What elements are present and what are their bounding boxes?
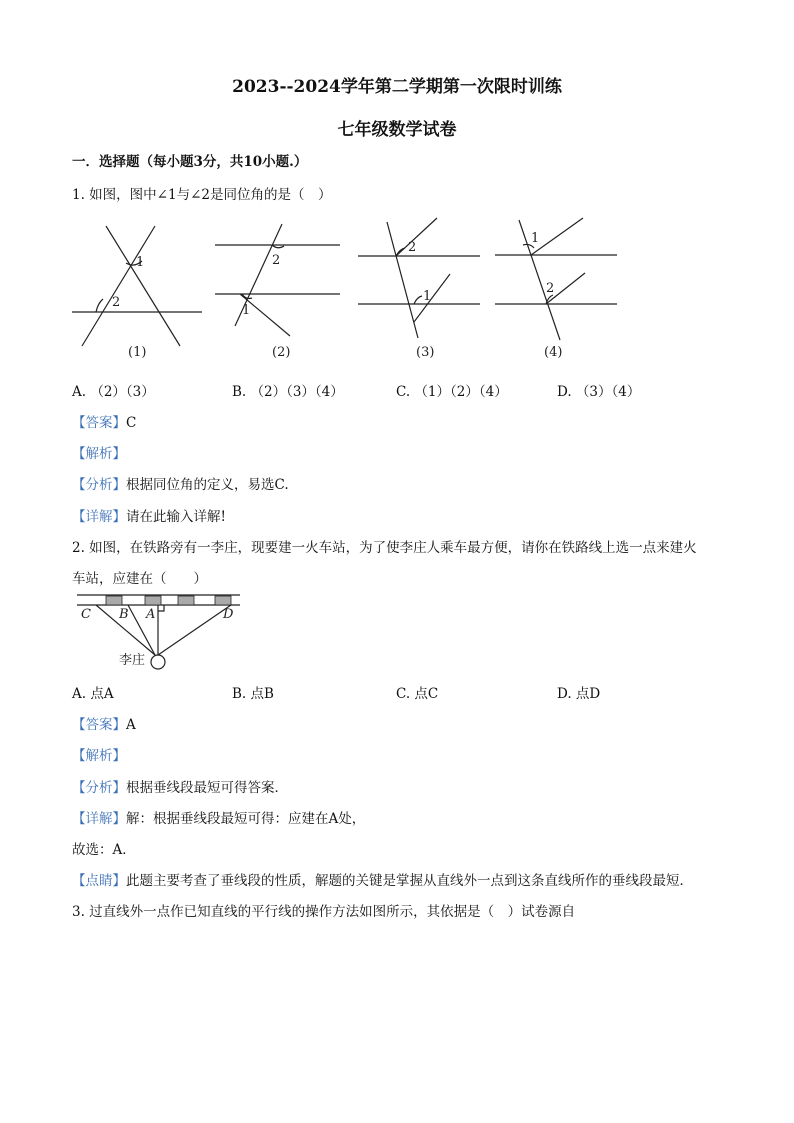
exam-title: 2023--2024学年第二学期第一次限时训练 (232, 77, 562, 97)
fig-4-caption: (4) (544, 345, 563, 360)
q2-railway-figure (75, 592, 245, 672)
q1-option-b[interactable]: B. （2）（3）（4） (232, 384, 344, 400)
q2-stem-line1: 2. 如图，在铁路旁有一李庄，现要建一火车站，为了使李庄人乘车最方便，请你在铁路线上选一点来建火 (72, 540, 697, 556)
exam-subtitle: 七年级数学试卷 (337, 120, 457, 140)
rail-segment (178, 596, 194, 605)
analysis-tag: 【解析】 (72, 446, 126, 462)
answer-tag: 【答案】 (72, 415, 126, 431)
q2-option-b[interactable]: B. 点B (232, 686, 274, 702)
q1-figure-3 (350, 218, 490, 368)
q3-stem: 3. 过直线外一点作已知直线的平行线的操作方法如图所示，其依据是（ ）试卷源自 (72, 904, 576, 920)
answer-value: C (126, 415, 137, 431)
dianjing-text: 此题主要考查了垂线段的性质，解题的关键是掌握从直线外一点到这条直线所作的垂线段最短． (126, 873, 693, 889)
fig-1-caption: (1) (128, 345, 147, 360)
q2-dianjing (72, 869, 693, 889)
q1-option-d[interactable]: D. （3）（4） (557, 384, 641, 400)
point-a-label: A (146, 607, 156, 622)
q1-analysis-heading (72, 442, 126, 462)
angle-2-label: 2 (272, 253, 281, 268)
answer-value: A (126, 717, 136, 733)
rail-segment (145, 596, 161, 605)
fig-3-caption: (3) (416, 345, 435, 360)
q2-answer (72, 713, 136, 733)
q1-fenxi (72, 473, 289, 493)
fenxi-text: 根据同位角的定义，易选C. (126, 477, 289, 493)
q1-stem: 1. 如图，图中∠1与∠2是同位角的是（ ） (72, 187, 332, 203)
angle-2-label: 2 (112, 295, 121, 310)
q2-stem-line2: 车站，应建在（ ） (72, 571, 207, 587)
q2-analysis-heading (72, 744, 126, 764)
fig-2-caption: (2) (272, 345, 291, 360)
q2-fenxi (72, 776, 288, 796)
point-d-label: D (223, 607, 234, 622)
angle-1-label: 1 (531, 231, 540, 246)
fenxi-text: 根据垂线段最短可得答案． (126, 780, 288, 796)
rail-segment (106, 596, 122, 605)
q2-option-a[interactable]: A. 点A (72, 686, 114, 702)
point-c-label: C (81, 607, 91, 622)
fenxi-tag: 【分析】 (72, 780, 126, 796)
angle-1-label: 1 (242, 303, 251, 318)
detail-text: 解：根据垂线段最短可得：应建在A处， (126, 811, 366, 827)
angle-2-label: 2 (546, 281, 555, 296)
detail-tag: 【详解】 (72, 811, 126, 827)
q1-option-a[interactable]: A. （2）（3） (72, 384, 155, 400)
q1-answer (72, 411, 136, 431)
angle-2-label: 2 (408, 240, 417, 255)
q2-choose: 故选：A． (72, 842, 136, 858)
village-marker (151, 655, 165, 669)
analysis-tag: 【解析】 (72, 748, 126, 764)
answer-tag: 【答案】 (72, 717, 126, 733)
point-b-label: B (119, 607, 129, 622)
q2-option-d[interactable]: D. 点D (557, 686, 601, 702)
q1-figure-2 (210, 218, 350, 368)
section-heading: 一．选择题（每小题3分，共10小题.） (72, 154, 308, 170)
q1-option-c[interactable]: C. （1）（2）（4） (396, 384, 508, 400)
detail-text: 请在此输入详解! (126, 509, 226, 525)
dianjing-tag: 【点睛】 (72, 873, 126, 889)
q2-option-c[interactable]: C. 点C (396, 686, 439, 702)
q1-figure-1 (60, 218, 210, 368)
q1-detail (72, 505, 226, 525)
rail-segment (215, 596, 231, 605)
fenxi-tag: 【分析】 (72, 477, 126, 493)
village-label: 李庄 (119, 653, 146, 668)
detail-tag: 【详解】 (72, 509, 126, 525)
angle-1-label: 1 (423, 289, 432, 304)
angle-1-label: 1 (136, 255, 145, 270)
q2-detail (72, 807, 365, 827)
q1-figure-4 (490, 218, 630, 368)
